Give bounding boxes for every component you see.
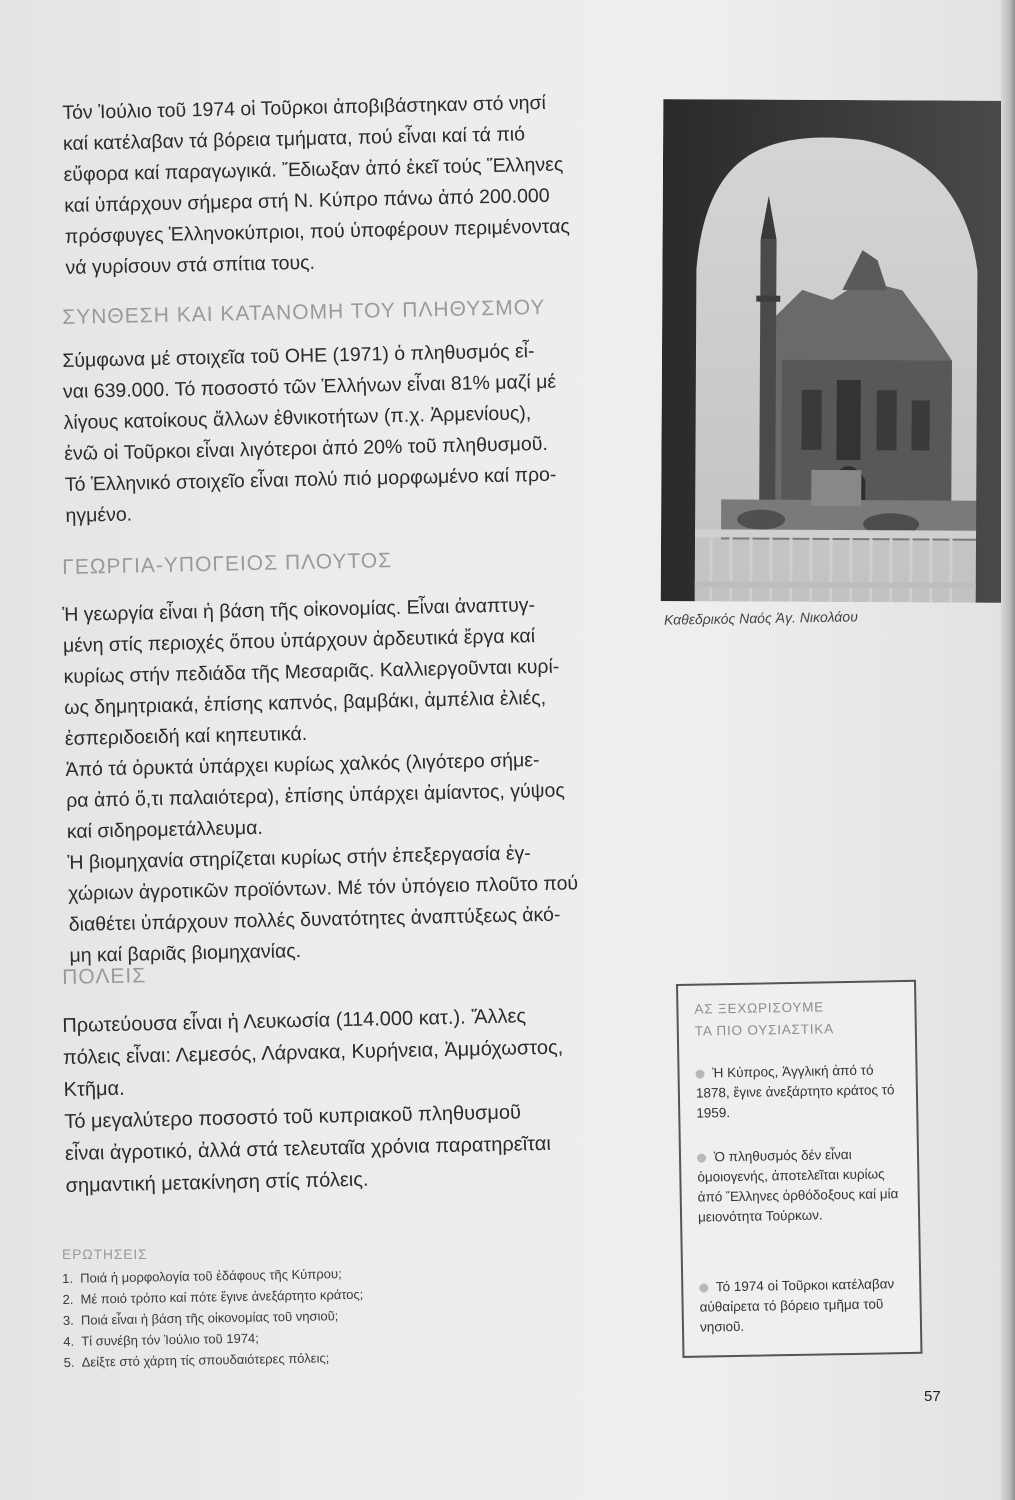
- text-line: καί κατέλαβαν τά βόρεια τμήματα, πού εἶναι καί τά πιό: [62, 123, 526, 155]
- text-line: λίγους κατοίκους ἄλλων ἐθνικοτήτων (π.χ. Ἀρμενίους),: [63, 402, 532, 434]
- summary-item: [695, 1060, 906, 1124]
- intro-paragraph: [62, 91, 632, 284]
- text-line: Σύμφωνα μέ στοιχεῖα τοῦ ΟΗΕ (1971) ὁ πληθυσμός εἶ-: [62, 340, 535, 372]
- cities-paragraph: [62, 1005, 632, 1202]
- question-text: Τί συνέβη τόν Ἰούλιο τοῦ 1974;: [81, 1330, 259, 1349]
- question-text: Δείξτε στό χάρτη τίς σπουδαιότερες πόλεις;: [81, 1350, 330, 1370]
- cathedral-photo: [661, 99, 1010, 603]
- summary-box: [676, 980, 922, 1358]
- text-line: εὔφορα καί παραγωγικά. Ἔδιωξαν ἀπό ἐκεῖ τούς Ἕλληνες: [63, 153, 564, 186]
- cathedral-photo-image: [661, 99, 1010, 603]
- text-line: καί ὑπάρχουν σήμερα στή Ν. Κύπρο πάνω ἀπό 200.000: [64, 184, 550, 217]
- agriculture-paragraph: [62, 594, 632, 972]
- questions-heading: ΕΡΩΤΗΣΕΙΣ: [62, 1246, 148, 1262]
- text-line: Ἡ βιομηχανία στηρίζεται κυρίως στήν ἐπεξεργασία ἐγ-: [67, 842, 532, 874]
- cities-text: [62, 998, 636, 1202]
- text-line: καί σιδηρομετάλλευμα.: [66, 816, 263, 843]
- summary-item-text: Ὁ πληθυσμός δέν εἶναι ὁμοιογενής, ἀποτελεῖται κυρίως ἀπό Ἕλληνες ὀρθόδοξους καί μία μειονότητα Τούρκων.: [697, 1146, 899, 1225]
- text-line: Τόν Ἰούλιο τοῦ 1974 οἱ Τοῦρκοι ἀποβιβάστηκαν στό νησί: [62, 91, 547, 124]
- question-number: 3.: [62, 1312, 74, 1328]
- text-line: ρα ἀπό ὅ,τι παλαιότερα), ἐπίσης ὑπάρχει ἀμίαντος, γύψος: [65, 779, 565, 812]
- text-line: ηγμένο.: [65, 503, 133, 527]
- population-paragraph: [62, 340, 632, 532]
- question-text: Ποιά ἡ μορφολογία τοῦ ἐδάφους τῆς Κύπρου;: [80, 1266, 342, 1286]
- text-line: ως δημητριακά, ἐπίσης καπνός, βαμβάκι, ἀμπέλια ἐλιές,: [64, 686, 547, 719]
- text-line: Τό μεγαλύτερο ποσοστό τοῦ κυπριακοῦ πληθυσμοῦ: [64, 1101, 522, 1133]
- population-text: [62, 334, 636, 532]
- section-heading-population: ΣΥΝΘΕΣΗ ΚΑΙ ΚΑΤΑΝΟΜΗ ΤΟΥ ΠΛΗΘΥΣΜΟΥ: [62, 295, 546, 329]
- text-line: ναι 639.000. Τό ποσοστό τῶν Ἑλλήνων εἶναι 81% μαζί μέ: [62, 370, 557, 403]
- text-line: διαθέτει ὑπάρχουν πολλές δυνατότητες ἀναπτύξεως ἀκό-: [68, 903, 561, 936]
- text-line: Ἀπό τά ὀρυκτά ὑπάρχει κυρίως χαλκός (λιγότερο σήμε-: [65, 749, 540, 781]
- text-line: μένη στίς περιοχές ὅπου ὑπάρχουν ἀρδευτικά ἔργα καί: [62, 625, 536, 657]
- text-line: ἐσπεριδοειδή καί κηπευτικά.: [64, 722, 308, 750]
- summary-item-text: Τό 1974 οἱ Τοῦρκοι κατέλαβαν αὐθαίρετα τό βόρειο τμῆμα τοῦ νησιοῦ.: [699, 1276, 895, 1335]
- photo-caption: Καθεδρικός Ναός Ἁγ. Νικολάου: [663, 608, 858, 628]
- text-line: χώριων ἀγροτικῶν προϊόντων. Μέ τόν ὑπόγειο πλοῦτο πού: [67, 872, 579, 905]
- question-text: Μέ ποιό τρόπο καί πότε ἔγινε ἀνεξάρτητο κράτος;: [80, 1286, 364, 1307]
- text-line: κυρίως στήν πεδιάδα τῆς Μεσαριᾶς. Καλλιεργοῦνται κυρί-: [63, 655, 560, 688]
- text-line: ἐνῶ οἱ Τοῦρκοι εἶναι λιγότεροι ἀπό 20% τοῦ πληθυσμοῦ.: [64, 432, 549, 465]
- text-line: Ἡ γεωργία εἶναι ἡ βάση τῆς οἰκονομίας. Εἶναι ἀναπτυγ-: [62, 594, 536, 626]
- bullet-icon: [697, 1153, 706, 1162]
- question-number: 5.: [63, 1354, 75, 1370]
- text-line: Πρωτεύουσα εἶναι ἡ Λευκωσία (114.000 κατ.). Ἄλλες: [62, 1005, 527, 1037]
- agriculture-text: [62, 588, 640, 972]
- text-line: εἶναι ἀγροτικό, ἀλλά στά τελευταῖα χρόνια παρατηρεῖται: [64, 1132, 552, 1165]
- questions-list: [62, 1259, 584, 1373]
- intro-text: [62, 86, 636, 284]
- text-line: Κτῆμα.: [63, 1077, 125, 1101]
- summary-title-line1: ΑΣ ΞΕΧΩΡΙΣΟΥΜΕ: [694, 999, 825, 1017]
- summary-title-line2: ΤΑ ΠΙΟ ΟΥΣΙΑΣΤΙΚΑ: [694, 1021, 835, 1039]
- question-text: Ποιά εἶναι ἡ βάση τῆς οἰκονομίας τοῦ νησιοῦ;: [80, 1308, 339, 1328]
- question-number: 1.: [62, 1270, 74, 1286]
- summary-item-text: Ἡ Κύπρος, Ἀγγλική ἀπό τό 1878, ἔγινε ἀνεξάρτητο κράτος τό 1959.: [695, 1062, 895, 1121]
- section-heading-cities: ΠΟΛΕΙΣ: [62, 964, 147, 989]
- summary-item: [699, 1274, 910, 1338]
- question-number: 4.: [63, 1333, 75, 1349]
- page-number: 57: [924, 1388, 941, 1405]
- question-number: 2.: [62, 1291, 74, 1307]
- text-line: πρόσφυγες Ἑλληνοκύπριοι, πού ὑποφέρουν περιμένοντας: [64, 215, 571, 248]
- section-heading-agriculture: ΓΕΩΡΓΙΑ-ΥΠΟΓΕΙΟΣ ΠΛΟΥΤΟΣ: [62, 549, 393, 579]
- text-line: μη καί βαριᾶς βιομηχανίας.: [69, 940, 302, 967]
- summary-item: [697, 1144, 908, 1228]
- text-line: νά γυρίσουν στά σπίτια τους.: [65, 251, 316, 279]
- bullet-icon: [699, 1283, 708, 1292]
- page-edge: [1001, 0, 1015, 1500]
- text-line: Τό Ἑλληνικό στοιχεῖο εἶναι πολύ πιό μορφωμένο καί προ-: [64, 463, 557, 496]
- bullet-icon: [695, 1069, 704, 1078]
- text-line: πόλεις εἶναι: Λεμεσός, Λάρνακα, Κυρήνεια, Ἀμμόχωστος,: [62, 1036, 564, 1069]
- text-line: σημαντική μετακίνηση στίς πόλεις.: [65, 1168, 369, 1197]
